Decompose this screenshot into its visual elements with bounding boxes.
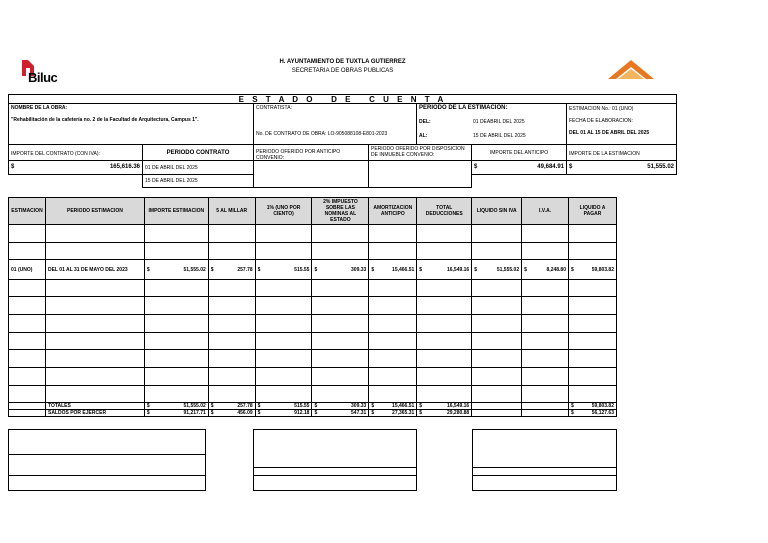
del-value: 01 DEABRIL DEL 2025 xyxy=(473,119,525,125)
currency-sign: $ xyxy=(474,266,477,273)
org-sub: SECRETARIA DE OBRAS PUBLICAS xyxy=(291,68,394,74)
estimacion-table xyxy=(8,197,617,417)
cell-value: 257.78 xyxy=(237,266,253,273)
cell-iva xyxy=(522,260,569,280)
contrato-number: No. DE CONTRATO DE OBRA: LO-905088108-E801-2023 xyxy=(256,131,388,137)
currency-sign: $ xyxy=(571,410,574,416)
cell-value: 16,549.16 xyxy=(446,403,470,409)
table-row xyxy=(9,297,617,315)
col-header: TOTAL DEDUCCIONES xyxy=(417,198,472,225)
currency-sign: $ xyxy=(419,403,423,409)
cell-value: 91,217.71 xyxy=(183,410,206,416)
cell-value: 51,555.02 xyxy=(183,266,206,273)
inmueble-periodo-label: PERIODO OFERIDO POR DISPOSICION DE INMUEBLE CONVENIO: xyxy=(368,144,472,161)
currency-sign: $ xyxy=(146,410,150,416)
table-header-row xyxy=(9,198,617,225)
cell-value: 51,555.02 xyxy=(183,403,206,409)
currency-sign: $ xyxy=(210,410,214,416)
cell-value: 257.78 xyxy=(237,403,253,409)
cell-value: 27,365.31 xyxy=(392,410,415,416)
signature-box-right xyxy=(472,429,617,491)
cell-uno xyxy=(255,410,312,417)
cell-estimacion: 01 (UNO) xyxy=(9,260,46,280)
anticipo-periodo-label: PERIODO OFERIDO POR ANTICIPO CONVENIO: xyxy=(253,144,369,161)
estimacion-box xyxy=(566,103,677,145)
currency-sign: $ xyxy=(571,266,574,273)
currency-sign: $ xyxy=(524,266,527,273)
cell-total-ded xyxy=(417,410,472,417)
col-header: I.V.A. xyxy=(522,198,569,225)
importe-estimacion-amount: 51,555.02 xyxy=(647,164,674,170)
table-row xyxy=(9,225,617,243)
currency-sign: $ xyxy=(257,403,261,409)
table-row xyxy=(9,386,617,403)
cell-periodo: DEL 01 AL 31 DE MAYO DEL 2023 xyxy=(45,260,144,280)
cell-liq-pagar xyxy=(569,403,617,410)
anticipo-periodo-value xyxy=(253,160,369,188)
currency-sign: $ xyxy=(419,266,423,273)
contratista-label: CONTRATISTA: xyxy=(256,105,292,111)
currency-sign: $ xyxy=(257,410,261,416)
doc-title: E S T A D O D E C U E N T A xyxy=(8,94,677,104)
col-header: 2% IMPUESTO SOBRE LAS NOMINAS AL ESTADO xyxy=(312,198,369,225)
col-header: IMPORTE ESTIMACION xyxy=(144,198,208,225)
cell-value: 56,127.63 xyxy=(591,410,614,416)
obra-label: NOMBRE DE LA OBRA: xyxy=(11,105,68,111)
importe-contrato-label: IMPORTE DEL CONTRATO (CON IVA): xyxy=(8,144,143,161)
col-header: AMORTIZACION ANTICIPO xyxy=(369,198,417,225)
cell-dos xyxy=(312,260,369,280)
periodo-fin: 15 DE ABRIL DEL 2025 xyxy=(142,174,254,188)
cell-amort xyxy=(369,410,417,417)
cell-total-ded xyxy=(417,403,472,410)
cell-value: 456.09 xyxy=(237,410,253,416)
periodo-box xyxy=(416,103,567,145)
totales-label: TOTALES xyxy=(45,403,144,410)
importe-contrato-value xyxy=(8,160,143,175)
cell-value: 59,803.82 xyxy=(591,403,614,409)
cell-value: 8,248.80 xyxy=(546,266,566,273)
table-row xyxy=(9,350,617,368)
importe-estimacion-label: IMPORTE DE LA ESTIMACION xyxy=(566,144,677,161)
importe-contrato-amount: 165,616.36 xyxy=(109,164,140,170)
currency-sign: $ xyxy=(371,266,375,273)
obra-value: "Rehabilitación de la cafetería no. 2 de la Facultad de Arquitectura, Campus 1". xyxy=(11,117,199,123)
cell-value: 547.31 xyxy=(351,410,367,416)
periodo-label: PERIODO DE LA ESTIMACION: xyxy=(419,105,508,111)
al-label: AL: xyxy=(419,133,428,139)
table-row xyxy=(9,243,617,260)
obra-box xyxy=(8,103,254,145)
table-row xyxy=(9,280,617,297)
periodo-contrato-label: PERIODO CONTRATO xyxy=(142,144,254,161)
col-header: LIQUIDO A PAGAR xyxy=(569,198,617,225)
contratista-box xyxy=(253,103,417,145)
cell-value: 309.33 xyxy=(351,403,367,409)
importe-anticipo-value xyxy=(471,160,567,175)
currency-sign: $ xyxy=(569,164,573,170)
periodo-inicio: 01 DE ABRIL DEL 2025 xyxy=(142,160,254,175)
fecha-label: FECHA DE ELABORACION: xyxy=(569,118,633,124)
cell-value: 515.55 xyxy=(294,266,310,273)
currency-sign: $ xyxy=(371,403,375,409)
secretaria-logo-icon xyxy=(606,57,656,81)
cell-value: 16,549.16 xyxy=(446,266,470,273)
saldos-label: SALDOS POR EJERCER xyxy=(45,410,144,417)
currency-sign: $ xyxy=(314,410,318,416)
table-row xyxy=(9,315,617,333)
currency-sign: $ xyxy=(146,403,150,409)
cell-liq-sin-iva xyxy=(472,260,522,280)
currency-sign: $ xyxy=(11,164,15,170)
col-header: 5 AL MILLAR xyxy=(208,198,255,225)
importe-estimacion-value xyxy=(566,160,677,175)
cell-importe xyxy=(144,410,208,417)
totales-row xyxy=(9,403,617,410)
currency-sign: $ xyxy=(314,266,318,273)
cell-millar xyxy=(208,410,255,417)
cell-amort xyxy=(369,260,417,280)
inmueble-periodo-value xyxy=(368,160,472,188)
fecha-value: DEL 01 AL 15 DE ABRIL DEL 2025 xyxy=(569,130,650,136)
col-header: PERIODO ESTIMACION xyxy=(45,198,144,225)
cell-value: 515.55 xyxy=(294,403,310,409)
currency-sign: $ xyxy=(210,266,214,273)
cell-value: 15,466.51 xyxy=(392,403,415,409)
biluc-logo xyxy=(18,58,68,86)
col-header: LIQUIDO SIN IVA xyxy=(472,198,522,225)
currency-sign: $ xyxy=(571,403,574,409)
currency-sign: $ xyxy=(314,403,318,409)
cell-value: 59,803.82 xyxy=(591,266,614,273)
currency-sign: $ xyxy=(210,403,214,409)
table-row xyxy=(9,333,617,350)
cell-value: 912.18 xyxy=(294,410,310,416)
currency-sign: $ xyxy=(474,164,478,170)
cell-liq-pagar xyxy=(569,410,617,417)
signature-box-left xyxy=(8,429,206,491)
cell-value: 15,466.51 xyxy=(392,266,415,273)
currency-sign: $ xyxy=(419,410,423,416)
signature-box-center xyxy=(253,429,417,491)
cell-value: 51,555.02 xyxy=(496,266,520,273)
cell-dos xyxy=(312,410,369,417)
cell-millar xyxy=(208,403,255,410)
cell-importe xyxy=(144,403,208,410)
cell-total-ded xyxy=(417,260,472,280)
importe-anticipo-amount: 49,684.91 xyxy=(537,164,564,170)
table-row xyxy=(9,368,617,386)
cell-dos xyxy=(312,403,369,410)
cell-amort xyxy=(369,403,417,410)
cell-millar xyxy=(208,260,255,280)
del-label: DEL: xyxy=(419,119,431,125)
currency-sign: $ xyxy=(146,266,150,273)
table-row-estimacion xyxy=(9,260,617,280)
cell-uno xyxy=(255,403,312,410)
saldos-row xyxy=(9,410,617,417)
col-header: 1% (UNO POR CIENTO) xyxy=(255,198,312,225)
cell-liq-pagar xyxy=(569,260,617,280)
cell-value: 309.33 xyxy=(351,266,367,273)
cell-value: 29,280.88 xyxy=(446,410,470,416)
al-value: 15 DE ABRIL DEL 2025 xyxy=(473,133,526,139)
org-name: H. AYUNTAMIENTO DE TUXTLA GUTIERREZ xyxy=(279,59,406,65)
estimacion-no: ESTIMACION No.: 01 (UNO) xyxy=(569,106,634,112)
col-header: ESTIMACION xyxy=(9,198,46,225)
cell-importe xyxy=(144,260,208,280)
importe-anticipo-label: IMPORTE DEL ANTICIPO xyxy=(471,144,567,161)
biluc-logo-text: Biluc xyxy=(28,70,58,85)
cell-uno xyxy=(255,260,312,280)
currency-sign: $ xyxy=(257,266,261,273)
currency-sign: $ xyxy=(371,410,375,416)
